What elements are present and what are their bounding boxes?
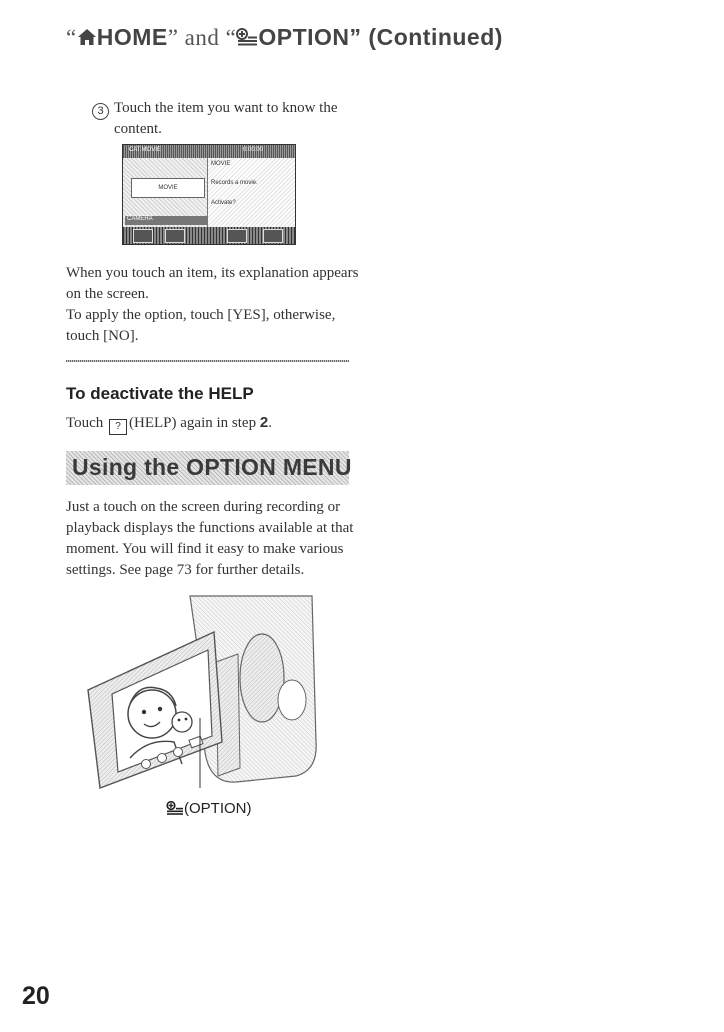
- option-icon: [166, 801, 184, 815]
- screen-category-label: CAMERA: [125, 216, 207, 225]
- option-menu-body: Just a touch on the screen during recording or playback displays the functions available at that moment. You will find it easy to make various settings. See page 73 for further details.: [66, 499, 354, 578]
- screen-movie-button: MOVIE: [131, 178, 205, 198]
- explanation-text: When you touch an item, its explanation appears on the screen.: [66, 265, 359, 302]
- screen-help-pane: [207, 158, 296, 232]
- page-header: [66, 24, 503, 51]
- step-number-badge: 3: [92, 103, 109, 120]
- step-3-text: Touch the item you want to know the content.: [114, 100, 338, 137]
- header-option: OPTION: [258, 24, 350, 50]
- screen-button-1: [133, 229, 153, 243]
- deactivate-prefix: Touch: [66, 415, 104, 431]
- header-tail: ” (Continued): [349, 24, 503, 50]
- screen-pane-description: Records a movie.: [211, 180, 258, 186]
- deactivate-middle: (HELP) again in step: [129, 415, 257, 431]
- header-mid: ” and “: [167, 25, 237, 50]
- camera-lens: [240, 634, 284, 722]
- header-home: HOME: [96, 24, 168, 50]
- deactivate-instruction: [66, 414, 272, 435]
- apply-text: To apply the option, touch [YES], otherwise, touch [NO].: [66, 307, 336, 344]
- camcorder-illustration: [86, 592, 320, 792]
- option-icon: [236, 28, 258, 46]
- screen-button-2: [165, 229, 185, 243]
- screen-counter: 0:00:00: [243, 147, 264, 153]
- lcd-screenshot: [122, 144, 296, 245]
- screen-button-4: [263, 229, 283, 243]
- section-divider: [66, 360, 349, 362]
- deactivate-heading: To deactivate the HELP: [66, 384, 254, 403]
- screen-pane-question: Activate?: [211, 200, 236, 206]
- screen-button-3: [227, 229, 247, 243]
- header-open-quote: “: [66, 25, 77, 50]
- home-icon: [77, 28, 97, 46]
- section-banner-title: Using the OPTION MENU: [72, 454, 352, 480]
- deactivate-step-ref: 2: [259, 414, 269, 431]
- screen-mode-label: CAT.MOVIE: [129, 147, 161, 153]
- screen-pane-title: MOVIE: [211, 161, 231, 167]
- deactivate-suffix: .: [268, 415, 272, 431]
- option-caption-label: (OPTION): [184, 800, 252, 817]
- help-icon: ?: [109, 419, 127, 435]
- page-number: 20: [22, 982, 50, 1010]
- option-caption: [166, 800, 252, 817]
